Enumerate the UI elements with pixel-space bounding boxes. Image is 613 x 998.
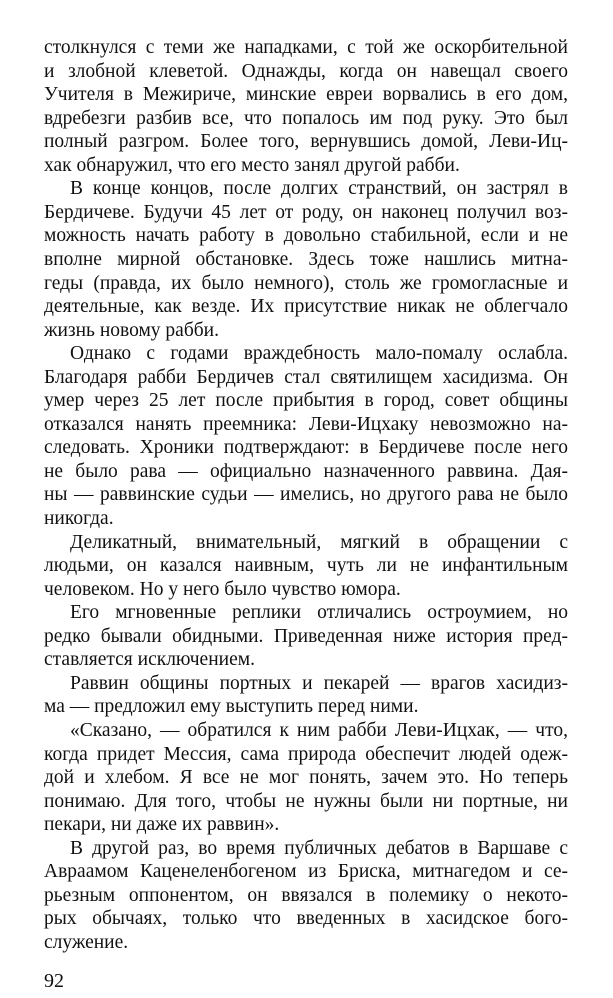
text-line: Авраамом Каценеленбогеном из Бриска, митнагедом и се- [44, 861, 568, 883]
text-line: можность начать работу в довольно стабильной, если и не [44, 225, 568, 247]
text-line: когда придет Мессия, сама природа обеспечит людей одеж- [44, 743, 568, 765]
text-line: людьми, он казался наивным, чуть ли не инфантильным [44, 555, 568, 577]
paragraph-end-line: никогда. [44, 508, 114, 529]
text-line: Благодаря рабби Бердичев стал святилищем хасидизма. Он [44, 366, 568, 388]
text-line: дой и хлебом. Я все не мог понять, зачем это. Но теперь [44, 767, 568, 789]
text-line: рьезным оппонентом, он ввязался в полемику о некото- [44, 884, 568, 906]
text-line: редко бывали обидными. Приведенная ниже история пред- [44, 625, 568, 647]
text-line: вдребезги разбив все, что попалось им под руку. Это был [44, 107, 568, 129]
text-line: полный разгром. Более того, вернувшись домой, Леви-Иц- [44, 131, 568, 153]
text-line: следовать. Хроники подтверждают: в Бердичеве после него [44, 437, 568, 459]
text-line: умер через 25 лет после прибытия в город, совет общины [44, 390, 568, 412]
paragraph-end-line: пекари, ни даже их раввин». [44, 814, 280, 836]
text-line: деятельные, как везде. Их присутствие никак не облегчало [44, 296, 568, 318]
paragraph-first-line: В другой раз, во время публичных дебатов в Варшаве с [70, 837, 568, 859]
text-line: ны — раввинские судьи — имелись, но другого рава не было [44, 484, 568, 506]
text-line: понимаю. Для того, чтобы не нужны были ни портные, ни [44, 790, 568, 812]
paragraph-end-line: человеком. Но у него было чувство юмора. [44, 578, 401, 600]
text-line: рых обычаях, только что введенных в хасидское бого- [44, 908, 568, 930]
paragraph-first-line: Деликатный, внимательный, мягкий в обращении с [70, 531, 568, 553]
paragraph-first-line: Его мгновенные реплики отличались остроумием, но [70, 602, 568, 624]
text-line: Бердичеве. Будучи 45 лет от роду, он наконец получил воз- [44, 201, 568, 223]
paragraph-end-line: ма — предложил ему выступить перед ними. [44, 696, 419, 718]
text-line: столкнулся с теми же нападками, с той же оскорбительной [44, 37, 568, 58]
paragraph-end-line: служение. [44, 931, 129, 953]
paragraph-first-line: «Сказано, — обратился к ним рабби Леви-Ицхак, — что, [70, 720, 568, 741]
paragraph-first-line: Раввин общины портных и пекарей — врагов хасидиз- [70, 672, 568, 694]
paragraph-first-line: Однако с годами враждебность мало-помалу ослабла. [70, 343, 568, 365]
paragraph-end-line: хак обнаружил, что его место занял другой рабби. [44, 154, 460, 176]
text-line: вполне мирной обстановке. Здесь тоже нашлись митна- [44, 249, 568, 270]
text-line: отказался нанять преемника: Леви-Ицхаку невозможно на- [44, 413, 568, 435]
text-line: геды (правда, их было немного), столь же громогласные и [44, 272, 568, 294]
page-number: 92 [44, 969, 64, 992]
paragraph-end-line: ставляется исключением. [44, 649, 255, 671]
text-line: и злобной клеветой. Однажды, когда он навещал своего [44, 60, 568, 82]
paragraph-end-line: жизнь новому рабби. [44, 319, 219, 341]
paragraph-first-line: В конце концов, после долгих странствий, он застрял в [70, 178, 568, 200]
text-line: Учителя в Межириче, минские евреи ворвались в его дом, [44, 84, 568, 106]
text-line: не было рава — официально назначенного раввина. Дая- [44, 460, 568, 482]
